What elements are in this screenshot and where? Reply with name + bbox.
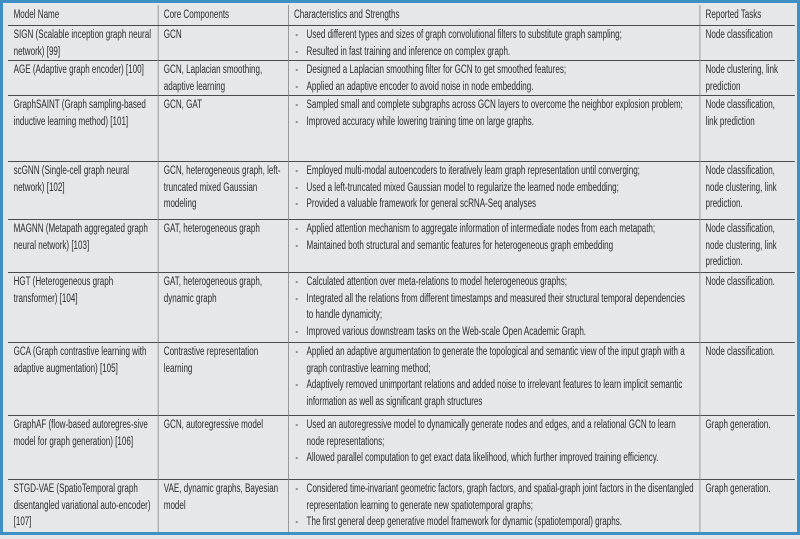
characteristic-text: Applied an adaptive encoder to avoid noise in node embedding.: [306, 80, 534, 93]
characteristic-text: Used an autoregressive model to dynamically generate nodes and edges, and a relational GCN to learn node representations;: [306, 419, 676, 448]
models-table: [8, 5, 795, 535]
characteristics-cell: [288, 162, 700, 220]
characteristic-text: Improved various downstream tasks on the Web-scale Open Academic Graph.: [306, 325, 587, 338]
characteristics-list: [294, 221, 694, 254]
table-row: [8, 273, 795, 343]
characteristic-text: Applied an adaptive argumentation to generate the topological and semantic view of the input graph with a graph contrastive learning method;: [306, 346, 685, 375]
characteristics-cell: [288, 416, 700, 480]
table-row: [8, 220, 795, 273]
core-components-cell: GCN, autoregressive model: [158, 416, 288, 480]
characteristic-text: Adaptively removed unimportant relations and added noise to irrelevant features to learn implicit semantic information as well as significant graph structures: [306, 379, 683, 408]
characteristic-item: [294, 417, 694, 450]
characteristic-item: [294, 27, 694, 44]
characteristic-item: [294, 114, 694, 131]
reported-tasks-cell: Node clustering, link prediction: [700, 61, 795, 96]
header-model-name: Model Name: [8, 5, 158, 26]
characteristic-text: Designed a Laplacian smoothing filter for GCN to get smoothed features;: [306, 64, 567, 76]
model-name-cell: GraphAF (flow-based autoregres-sive model for graph generation) [106]: [8, 416, 158, 480]
characteristic-item: [294, 481, 694, 514]
dash-bullet-icon: -: [295, 115, 299, 128]
header-row: [8, 5, 795, 26]
dash-bullet-icon: -: [295, 29, 299, 41]
dash-bullet-icon: -: [295, 419, 299, 431]
characteristic-text: Calculated attention over meta-relations to model heterogeneous graphs;: [306, 276, 567, 288]
characteristic-item: [294, 291, 694, 324]
characteristic-item: [294, 514, 694, 531]
characteristic-text: Maintained both structural and semantic features for heterogeneous graph embedding: [306, 239, 614, 252]
characteristic-item: [294, 377, 694, 410]
model-name-cell: STGD-VAE (SpatioTemporal graph disentangled variational auto-encoder) [107]: [8, 480, 158, 536]
characteristics-list: [294, 417, 694, 467]
characteristic-text: Considered time-invariant geometric factors, graph factors, and spatial-graph joint factors in the disentangled representation learning to generate new spatiotemporal graphs;: [306, 483, 694, 512]
dash-bullet-icon: -: [295, 99, 299, 111]
header-core-components: Core Components: [158, 5, 288, 26]
characteristic-text: Used different types and sizes of graph convolutional filters to substitute graph sampling;: [306, 29, 622, 41]
characteristics-list: [294, 62, 694, 95]
characteristic-item: [294, 450, 694, 467]
characteristic-item: [294, 79, 694, 96]
core-components-cell: GAT, heterogeneous graph: [158, 220, 288, 273]
characteristic-text: Allowed parallel computation to get exact data likelihood, which further improved training efficiency.: [306, 452, 659, 464]
characteristic-item: [294, 238, 694, 255]
table-row: [8, 61, 795, 96]
characteristic-item: [294, 62, 694, 79]
reported-tasks-cell: Node classification.: [700, 343, 795, 416]
table-row: [8, 343, 795, 416]
dash-bullet-icon: -: [295, 516, 299, 528]
characteristic-text: Sampled small and complete subgraphs across GCN layers to overcome the neighbor explosion problem;: [306, 99, 683, 111]
reported-tasks-cell: Node classification.: [700, 273, 795, 343]
characteristics-list: [294, 27, 694, 60]
characteristic-text: Applied attention mechanism to aggregate information of intermediate nodes from each metapath;: [306, 223, 656, 235]
core-components-cell: GAT, heterogeneous graph, dynamic graph: [158, 273, 288, 343]
core-components-cell: Contrastive representation learning: [158, 343, 288, 416]
core-components-cell: GCN: [158, 26, 288, 61]
header-reported-tasks: Reported Tasks: [700, 5, 795, 26]
characteristic-text: Resulted in fast training and inference on complex graph.: [306, 45, 511, 58]
characteristic-text: Improved accuracy while lowering training time on large graphs.: [306, 115, 534, 128]
characteristic-text: The first general deep generative model framework for dynamic (spatiotemporal) graphs.: [306, 516, 622, 528]
table-row: [8, 96, 795, 162]
dash-bullet-icon: -: [295, 346, 299, 358]
characteristics-list: [294, 344, 694, 410]
model-name-cell: GCA (Graph contrastive learning with adaptive augmentation) [105]: [8, 343, 158, 416]
characteristic-text: Provided a valuable framework for general scRNA-Seq analyses: [306, 198, 537, 210]
characteristic-item: [294, 221, 694, 238]
characteristics-list: [294, 163, 694, 213]
dash-bullet-icon: -: [295, 276, 299, 288]
model-name-cell: HGT (Heterogeneous graph transformer) [104]: [8, 273, 158, 343]
characteristic-item: [294, 180, 694, 197]
reported-tasks-cell: Node classification: [700, 26, 795, 61]
header-characteristics: Characteristics and Strengths: [288, 5, 700, 26]
dash-bullet-icon: -: [295, 325, 299, 338]
reported-tasks-cell: Graph generation.: [700, 416, 795, 480]
model-name-cell: SIGN (Scalable inception graph neural network) [99]: [13, 29, 151, 58]
characteristic-item: [294, 274, 694, 291]
dash-bullet-icon: -: [295, 379, 299, 391]
characteristics-cell: [288, 61, 700, 96]
characteristic-text: Used a left-truncated mixed Gaussian model to regularize the learned node embedding;: [306, 181, 619, 194]
model-name-cell: scGNN (Single-cell graph neural network) [102]: [8, 162, 158, 220]
characteristic-item: [294, 97, 694, 114]
reported-tasks-cell: Node classification, node clustering, link prediction.: [700, 220, 795, 273]
core-components-cell: GCN, GAT: [158, 96, 288, 162]
model-name-cell: GraphSAINT (Graph sampling-based inductive learning method) [101]: [8, 96, 158, 162]
reported-tasks-cell: Node classification, link prediction: [700, 96, 795, 162]
characteristics-list: [294, 481, 694, 531]
characteristics-list: [294, 274, 694, 340]
characteristic-text: Integrated all the relations from different timestamps and measured their structural temporal dependencies to handle dynamicity;: [306, 292, 685, 321]
dash-bullet-icon: -: [295, 292, 299, 305]
characteristic-item: [294, 344, 694, 377]
characteristic-item: [294, 163, 694, 180]
table-row: [8, 162, 795, 220]
dash-bullet-icon: -: [295, 483, 299, 495]
characteristic-item: [294, 44, 694, 61]
characteristics-cell: [288, 220, 700, 273]
model-name-cell: MAGNN (Metapath aggregated graph neural network) [103]: [8, 220, 158, 273]
characteristics-cell: [288, 343, 700, 416]
characteristics-cell: [288, 26, 700, 61]
core-components-cell: GCN, Laplacian smoothing, adaptive learning: [158, 61, 288, 96]
reported-tasks-cell: Node classification, node clustering, link prediction.: [700, 162, 795, 220]
dash-bullet-icon: -: [295, 223, 299, 235]
dash-bullet-icon: -: [295, 198, 299, 210]
core-components-cell: VAE, dynamic graphs, Bayesian model: [158, 480, 288, 536]
characteristics-cell: [288, 273, 700, 343]
characteristics-list: [294, 97, 694, 130]
characteristic-text: Employed multi-modal autoencoders to iteratively learn graph representation until converging;: [306, 165, 640, 177]
table-row: [8, 26, 795, 61]
dash-bullet-icon: -: [295, 80, 299, 93]
dash-bullet-icon: -: [295, 45, 299, 58]
core-components-cell: GCN, heterogeneous graph, left-truncated mixed Gaussian modeling: [158, 162, 288, 220]
dash-bullet-icon: -: [295, 181, 299, 194]
dash-bullet-icon: -: [295, 64, 299, 76]
model-name-cell: AGE (Adaptive graph encoder) [100]: [8, 61, 158, 96]
characteristics-cell: [288, 480, 700, 536]
dash-bullet-icon: -: [295, 239, 299, 252]
characteristic-item: [294, 196, 694, 213]
characteristic-item: [294, 324, 694, 341]
dash-bullet-icon: -: [295, 165, 299, 177]
dash-bullet-icon: -: [295, 452, 299, 464]
reported-tasks-cell: Graph generation.: [700, 480, 795, 536]
characteristics-cell: [288, 96, 700, 162]
table-row: [8, 480, 795, 536]
table-row: [8, 416, 795, 480]
